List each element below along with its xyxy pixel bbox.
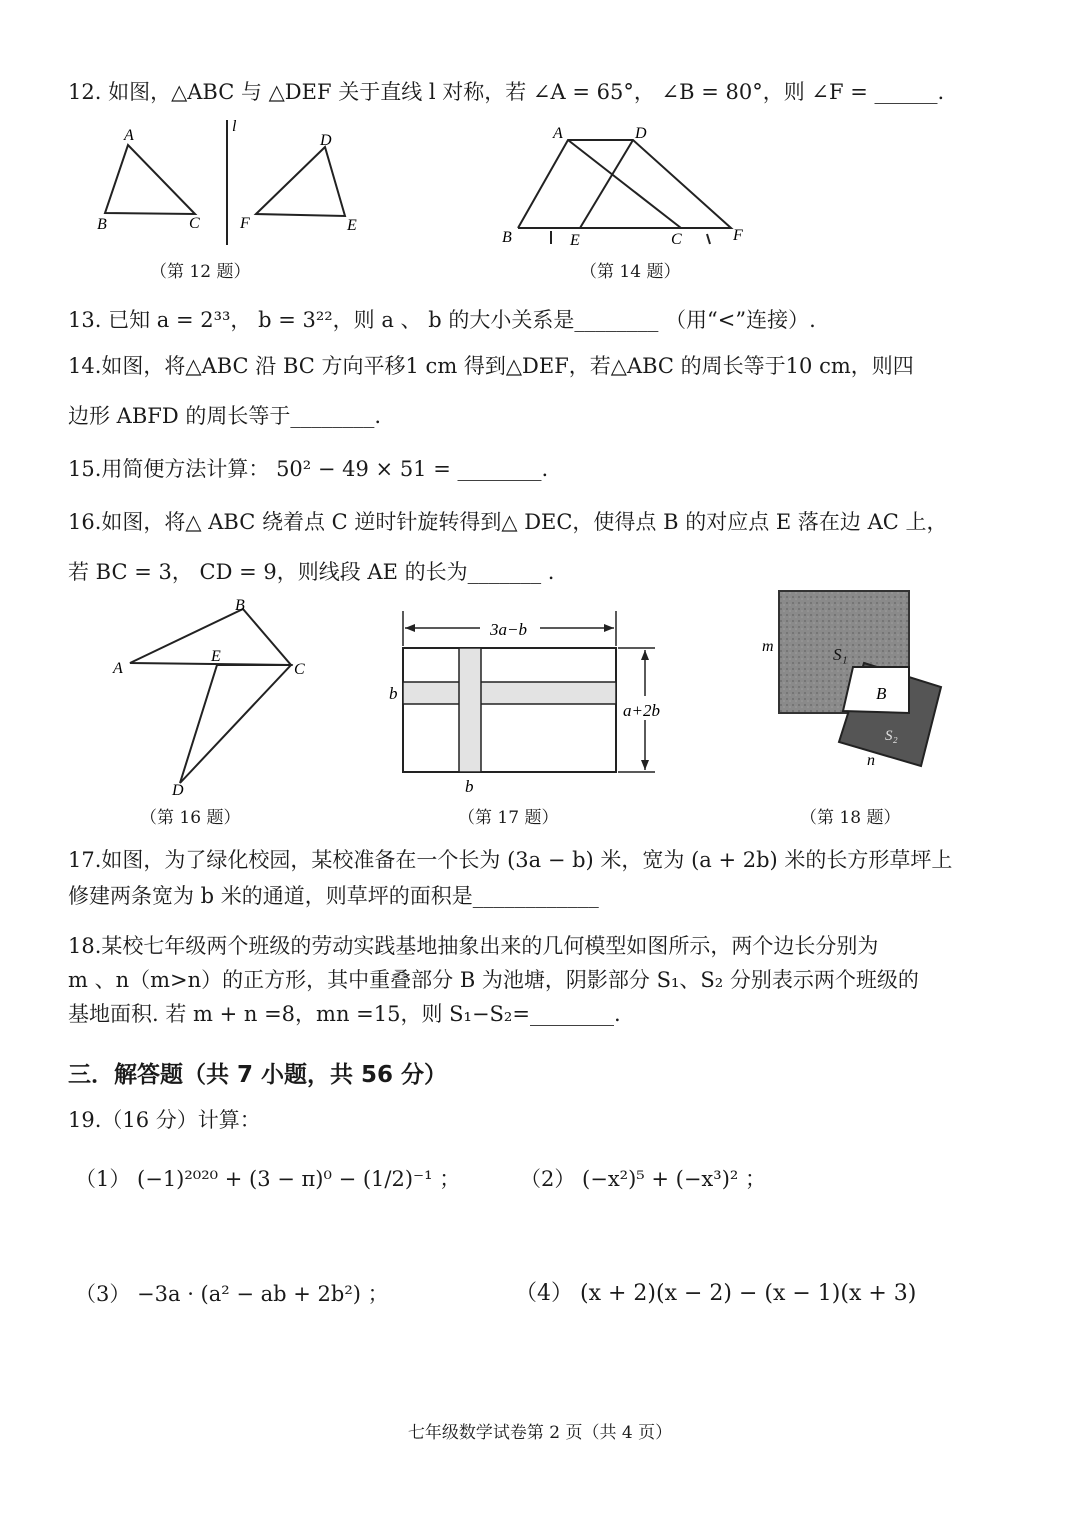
label-d: D <box>635 125 647 142</box>
question-13: 13. 已知 a = 2³³， b = 3²²，则 a 、 b 的大小关系是________ （用“<”连接）. <box>68 308 816 332</box>
label-n: n <box>867 752 875 768</box>
lawn-rectangle <box>403 648 616 772</box>
label-c: C <box>189 215 200 232</box>
caption-fig18: （第 18 题） <box>800 808 901 828</box>
label-f: F <box>240 215 250 232</box>
arrowhead-up <box>641 650 649 660</box>
page-footer: 七年级数学试卷第 2 页（共 4 页） <box>407 1423 673 1443</box>
arrowhead-right <box>604 624 614 632</box>
question-18-line-1: 18.某校七年级两个班级的劳动实践基地抽象出来的几何模型如图所示，两个边长分别为 <box>68 934 879 958</box>
label-length: 3a−b <box>490 620 527 639</box>
question-17-line-1: 17.如图，为了绿化校园，某校准备在一个长为 (3a − b) 米，宽为 (a + 2b) 米的长方形草坪上 <box>68 848 953 872</box>
label-b: B <box>97 216 107 233</box>
section-heading: 三．解答题（共 7 小题，共 56 分） <box>68 1062 448 1088</box>
label-s2: S₂ <box>885 728 898 744</box>
label-c: C <box>294 661 305 678</box>
label-path-width-left: b <box>389 684 398 703</box>
question-12: 12. 如图，△ABC 与 △DEF 关于直线 l 对称，若 ∠A = 65°， ∠B = 80°，则 ∠F = ______. <box>68 80 945 104</box>
label-b: B <box>502 229 512 246</box>
caption-fig12: （第 12 题） <box>150 262 251 282</box>
triangle-abc <box>105 145 195 214</box>
figure-14 <box>495 118 760 248</box>
label-a: A <box>113 660 123 677</box>
horizontal-path <box>403 682 616 704</box>
label-m: m <box>762 638 774 655</box>
triangle-dec <box>180 665 291 783</box>
figure-17 <box>380 608 690 798</box>
caption-fig14: （第 14 题） <box>580 262 681 282</box>
label-a: A <box>553 125 563 142</box>
label-b: B <box>235 597 245 614</box>
triangle-def <box>256 147 345 216</box>
caption-fig17: （第 17 题） <box>458 808 559 828</box>
label-e: E <box>347 217 357 234</box>
label-b: B <box>876 684 887 703</box>
arrowhead-left <box>405 624 415 632</box>
question-19-part-4: （4） (x + 2)(x − 2) − (x − 1)(x + 3) <box>515 1281 917 1306</box>
question-14-line-1: 14.如图，将△ABC 沿 BC 方向平移1 cm 得到△DEF，若△ABC 的周长等于10 cm，则四 <box>68 354 914 378</box>
label-width: a+2b <box>623 701 660 720</box>
label-d: D <box>172 782 184 799</box>
tick-mark-cf <box>707 234 710 244</box>
caption-fig16: （第 16 题） <box>140 808 241 828</box>
question-16-line-1: 16.如图，将△ ABC 绕着点 C 逆时针旋转得到△ DEC，使得点 B 的对应点 E 落在边 AC 上， <box>68 510 948 534</box>
question-19-part-2: （2） (−x²)⁵ + (−x³)² ； <box>520 1167 766 1191</box>
label-a: A <box>124 127 134 144</box>
question-19-part-3: （3） −3a · (a² − ab + 2b²) ； <box>75 1282 389 1306</box>
question-16-line-2: 若 BC = 3， CD = 9，则线段 AE 的长为_______ . <box>68 560 555 584</box>
label-d: D <box>320 132 332 149</box>
label-c: C <box>671 231 682 248</box>
label-path-width-bottom: b <box>465 777 474 796</box>
question-19-part-1: （1） (−1)²⁰²⁰ + (3 − π)⁰ − (1/2)⁻¹ ； <box>75 1167 461 1191</box>
question-18-line-2: m 、n（m>n）的正方形，其中重叠部分 B 为池塘，阴影部分 S₁、S₂ 分别表示两个班级的 <box>68 968 919 992</box>
label-e: E <box>570 232 580 248</box>
question-19: 19.（16 分）计算： <box>68 1108 261 1132</box>
figure-18 <box>755 583 955 768</box>
arrowhead-down <box>641 760 649 770</box>
vertical-path <box>459 648 481 772</box>
label-f: F <box>733 227 743 244</box>
question-15: 15.用简便方法计算： 50² − 49 × 51 = ________. <box>68 457 549 481</box>
label-l: l <box>232 118 237 135</box>
question-14-line-2: 边形 ABFD 的周长等于________. <box>68 404 382 428</box>
label-e: E <box>211 648 221 665</box>
question-18-line-3: 基地面积. 若 m + n =8，mn =15，则 S₁−S₂=________. <box>68 1002 621 1026</box>
label-s1: S₁ <box>833 645 848 664</box>
figure-12 <box>90 115 380 250</box>
question-17-line-2: 修建两条宽为 b 米的通道，则草坪的面积是____________ <box>68 884 599 908</box>
figure-16 <box>105 595 325 805</box>
